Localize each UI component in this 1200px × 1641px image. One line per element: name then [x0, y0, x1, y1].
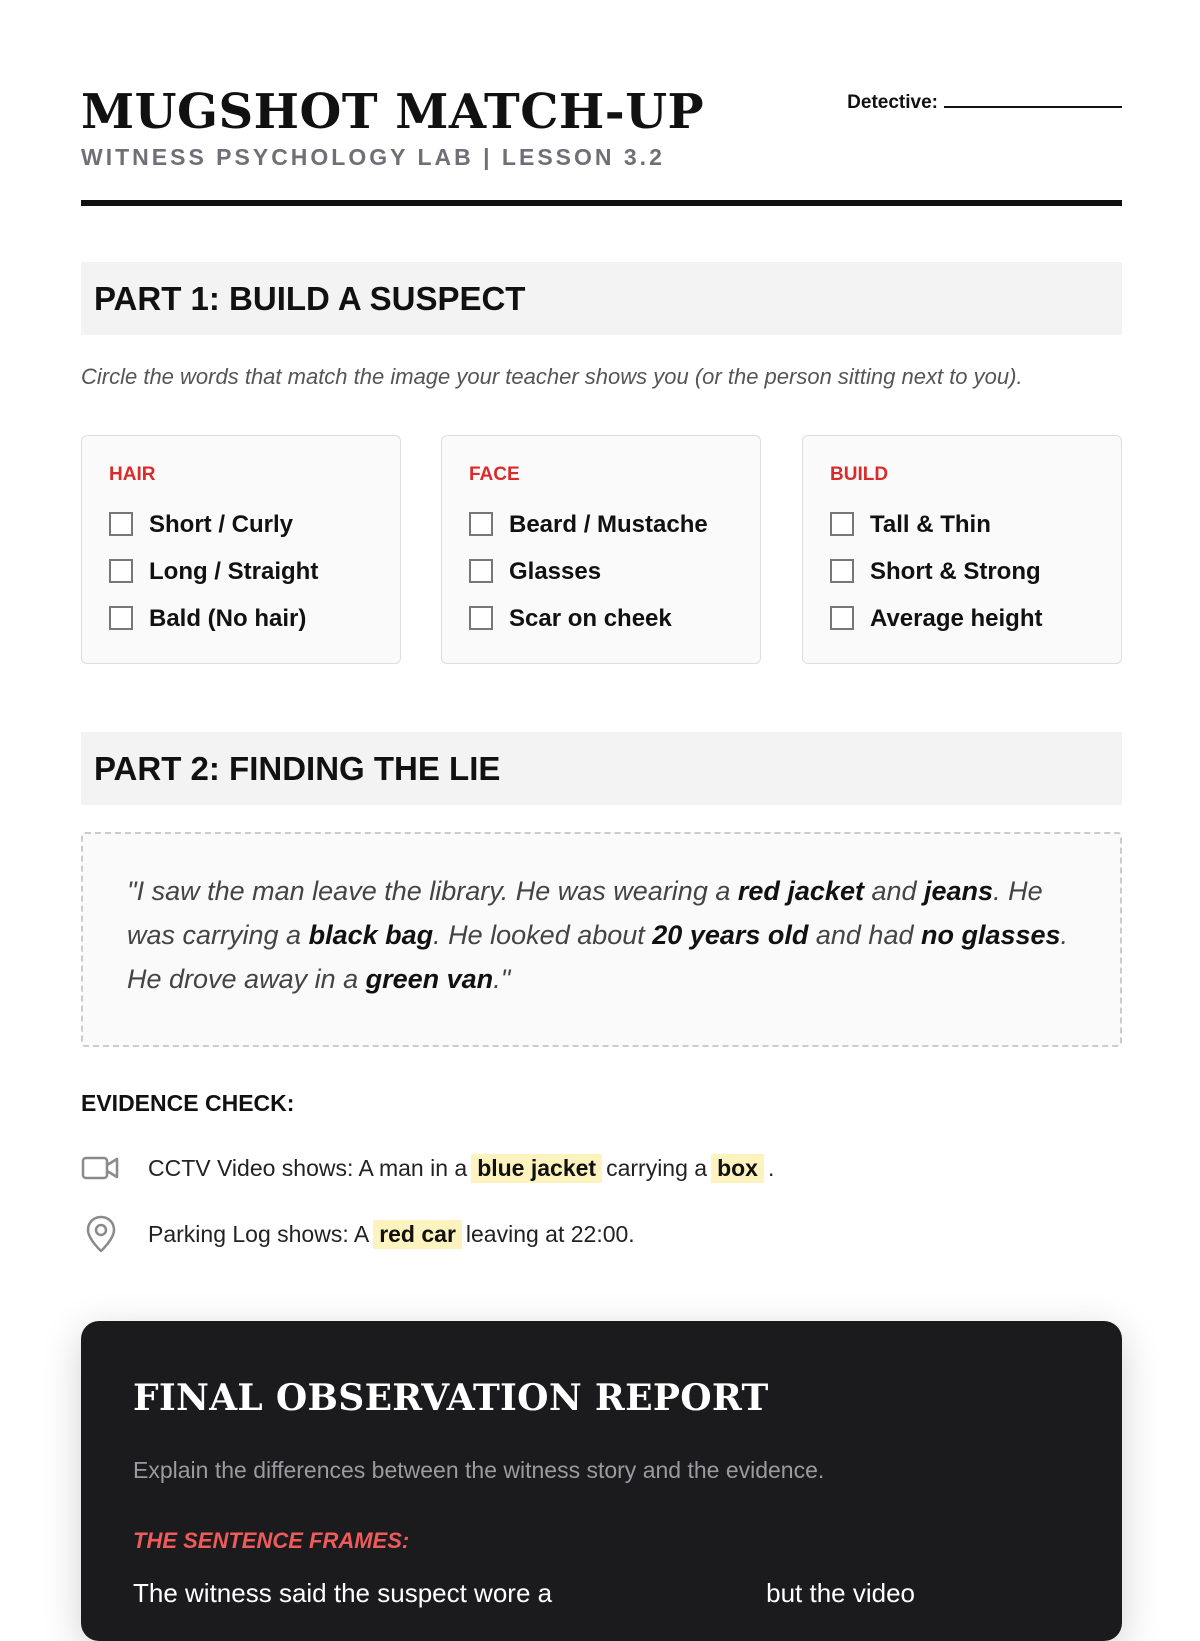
header-divider [81, 200, 1122, 206]
option-label: Tall & Thin [870, 511, 991, 538]
witness-statement: "I saw the man leave the library. He was wearing a red jacket and jeans. He was carrying a black bag. He looked about 20 years old and had no glasses. He drove away in a green van." [127, 876, 1069, 994]
checkbox[interactable] [109, 606, 133, 630]
page-title: MUGSHOT MATCH-UP [81, 84, 705, 140]
option-item[interactable] [109, 512, 318, 559]
option-label: Glasses [509, 558, 602, 585]
feature-cards [81, 435, 1122, 664]
evidence-text: leaving at 22:00. [465, 1220, 635, 1247]
option-item[interactable] [830, 512, 1043, 559]
option-item[interactable] [469, 606, 708, 653]
report-description: Explain the differences between the witness story and the evidence. [133, 1457, 825, 1483]
option-label: Long / Straight [149, 558, 319, 585]
witness-statement-box [81, 832, 1122, 1047]
evidence-text: . [767, 1154, 775, 1181]
card-build [802, 435, 1122, 664]
card-title: FACE [469, 464, 520, 485]
card-face [441, 435, 761, 664]
checkbox[interactable] [830, 559, 854, 583]
key-detail: green van [365, 964, 494, 994]
sentence-frame: The witness said the suspect wore a but the video [133, 1578, 915, 1608]
part1-heading-bar [81, 262, 1122, 335]
detective-field[interactable] [847, 90, 1122, 114]
video-camera-icon [81, 1148, 121, 1188]
checkbox[interactable] [830, 606, 854, 630]
key-detail: jeans [924, 876, 994, 906]
evidence-highlight: box [711, 1154, 764, 1183]
part1-instructions: Circle the words that match the image your teacher shows you (or the person sitting next to you). [81, 364, 1023, 389]
option-item[interactable] [830, 559, 1043, 606]
option-item[interactable] [109, 559, 318, 606]
evidence-highlight: blue jacket [471, 1154, 602, 1183]
evidence-highlight: red car [373, 1220, 462, 1249]
location-pin-icon [81, 1214, 121, 1254]
option-item[interactable] [830, 606, 1043, 653]
evidence-text: CCTV Video shows: A man in a [148, 1154, 468, 1181]
part2-heading-bar [81, 732, 1122, 805]
option-list [830, 512, 1043, 653]
option-label: Average height [870, 605, 1043, 632]
page-subtitle: WITNESS PSYCHOLOGY LAB | LESSON 3.2 [81, 144, 665, 170]
evidence-text: Parking Log shows: A [148, 1220, 370, 1247]
card-title: BUILD [830, 464, 889, 485]
option-label: Beard / Mustache [509, 511, 708, 538]
checkbox[interactable] [469, 559, 493, 583]
detective-name-line[interactable] [944, 90, 1122, 108]
checkbox[interactable] [830, 512, 854, 536]
key-detail: 20 years old [652, 920, 809, 950]
final-report-panel [81, 1321, 1122, 1641]
key-detail: red jacket [737, 876, 864, 906]
option-list [469, 512, 708, 653]
evidence-text: carrying a [606, 1154, 708, 1181]
option-item[interactable] [469, 559, 708, 606]
sentence-frames-label: THE SENTENCE FRAMES: [133, 1528, 410, 1553]
option-label: Short & Strong [870, 558, 1041, 585]
option-label: Bald (No hair) [149, 605, 307, 632]
evidence-item-parking [81, 1214, 635, 1254]
option-list [109, 512, 318, 653]
checkbox[interactable] [109, 559, 133, 583]
key-detail: no glasses [920, 920, 1061, 950]
checkbox[interactable] [109, 512, 133, 536]
card-hair [81, 435, 401, 664]
option-label: Scar on cheek [509, 605, 672, 632]
option-item[interactable] [469, 512, 708, 559]
detective-label: Detective: [847, 92, 938, 113]
key-detail: black bag [308, 920, 434, 950]
part1-heading: PART 1: BUILD A SUSPECT [94, 280, 526, 317]
report-title: FINAL OBSERVATION REPORT [133, 1377, 769, 1419]
evidence-title: EVIDENCE CHECK: [81, 1090, 295, 1116]
option-label: Short / Curly [149, 511, 294, 538]
evidence-item-cctv [81, 1148, 774, 1188]
checkbox[interactable] [469, 512, 493, 536]
card-title: HAIR [109, 464, 156, 485]
option-item[interactable] [109, 606, 318, 653]
checkbox[interactable] [469, 606, 493, 630]
part2-heading: PART 2: FINDING THE LIE [94, 750, 501, 787]
